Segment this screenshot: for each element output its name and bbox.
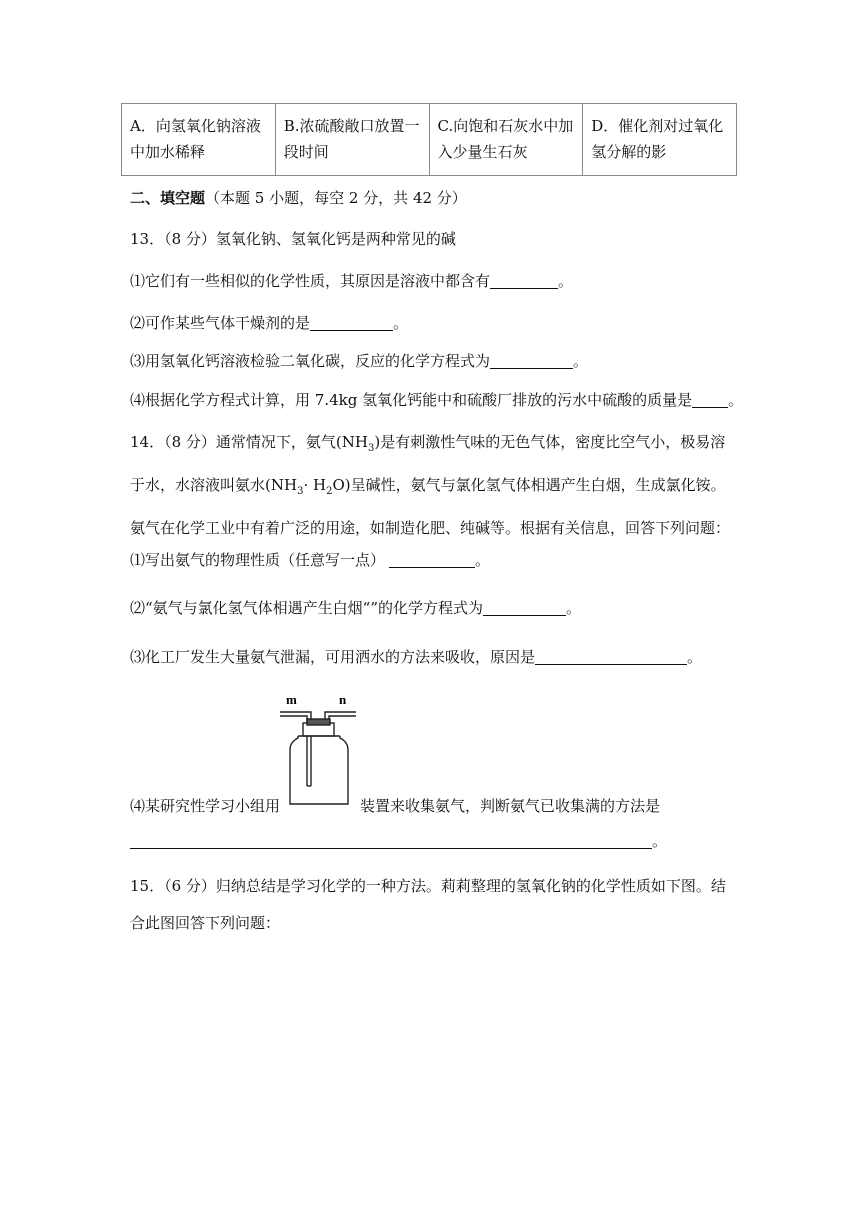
- option-a-cell: A．向氢氧化钠溶液中加水稀释: [122, 104, 276, 176]
- period: 。: [566, 599, 582, 617]
- option-c-cell: C.向饱和石灰水中加入少量生石灰: [429, 104, 583, 176]
- q13-part3-text: ⑶用氢氧化钙溶液检验二氧化碳，反应的化学方程式为: [130, 352, 491, 370]
- q14-part4: [130, 795, 660, 816]
- q14-part1-text: ⑴写出氨气的物理性质（任意写一点）: [130, 551, 386, 569]
- period: 。: [652, 832, 668, 850]
- q14-part4-text-a: ⑷某研究性学习小组用: [130, 797, 281, 815]
- answer-blank[interactable]: [490, 272, 558, 289]
- subscript: 2: [326, 486, 333, 497]
- answer-blank[interactable]: [490, 352, 573, 369]
- q14-part1: [130, 549, 490, 570]
- options-table: [121, 103, 737, 176]
- gas-collection-bottle-diagram: [278, 692, 358, 810]
- section-title: 二、填空题: [130, 189, 206, 207]
- answer-blank[interactable]: [310, 314, 393, 331]
- tube-label-m: m: [286, 692, 297, 707]
- q14-intro-b: )是有刺激性气味的无色气体，密度比空气小，极易溶于水，水溶液叫氨水(NH: [130, 433, 726, 494]
- q15-intro: 15．（6 分）归纳总结是学习化学的一种方法。莉莉整理的氢氧化钠的化学性质如下图。结合此图回答下列问题：: [130, 877, 726, 932]
- section-note: （本题 5 小题，每空 2 分，共 42 分）: [205, 189, 467, 207]
- period: 。: [687, 648, 703, 666]
- q14-part2: [130, 597, 581, 618]
- period: 。: [573, 352, 589, 370]
- period: 。: [728, 391, 744, 409]
- q14-part3-text: ⑶化工厂发生大量氨气泄漏，可用洒水的方法来吸收，原因是: [130, 648, 536, 666]
- subscript: 3: [297, 486, 304, 497]
- q14-intro-d: O)呈碱性，氨气与氯化氢气体相遇产生白烟，生成氯化铵。氨气在化学工业中有着广泛的用途，如制造化肥、纯碱等。根据有关信息，回答下列问题：: [130, 476, 731, 537]
- q14-part4-text-b: 装置来收集氨气，判断氨气已收集满的方法是: [360, 797, 661, 815]
- answer-blank[interactable]: [130, 832, 652, 849]
- option-d-cell: D．催化剂对过氧化氢分解的影: [583, 104, 737, 176]
- period: 。: [558, 272, 574, 290]
- q13-part2: [130, 312, 408, 333]
- answer-blank[interactable]: [389, 551, 475, 568]
- q13-part2-text: ⑵可作某些气体干燥剂的是: [130, 314, 311, 332]
- subscript: 3: [367, 443, 375, 454]
- q13-part1: [130, 270, 573, 291]
- q13-part3: [130, 350, 588, 371]
- q14-part2-text: ⑵“氨气与氯化氢气体相遇产生白烟“”的化学方程式为: [130, 599, 484, 617]
- answer-blank[interactable]: [692, 391, 728, 408]
- q14-intro-a: 14．（8 分）通常情况下，氨气(NH: [130, 433, 368, 451]
- option-b-cell: B.浓硫酸敞口放置一段时间: [275, 104, 429, 176]
- section-heading: [130, 187, 467, 208]
- q14-intro-c: · H: [303, 476, 327, 494]
- q14-part3: [130, 646, 702, 667]
- period: 。: [393, 314, 409, 332]
- q13-part4-text: ⑷根据化学方程式计算，用 7.4kg 氢氧化钙能中和硫酸厂排放的污水中硫酸的质量是: [130, 391, 693, 409]
- tube-label-n: n: [339, 692, 347, 707]
- q13-heading: 13．（8 分）氢氧化钠、氢氧化钙是两种常见的碱: [130, 230, 456, 248]
- q13-part4: [130, 389, 743, 410]
- answer-blank[interactable]: [483, 599, 566, 616]
- q14-part4-answer-line: [130, 830, 667, 851]
- period: 。: [475, 551, 491, 569]
- q14-intro: [130, 424, 730, 547]
- q13-part1-text: ⑴它们有一些相似的化学性质，其原因是溶液中都含有: [130, 272, 491, 290]
- answer-blank[interactable]: [535, 648, 687, 665]
